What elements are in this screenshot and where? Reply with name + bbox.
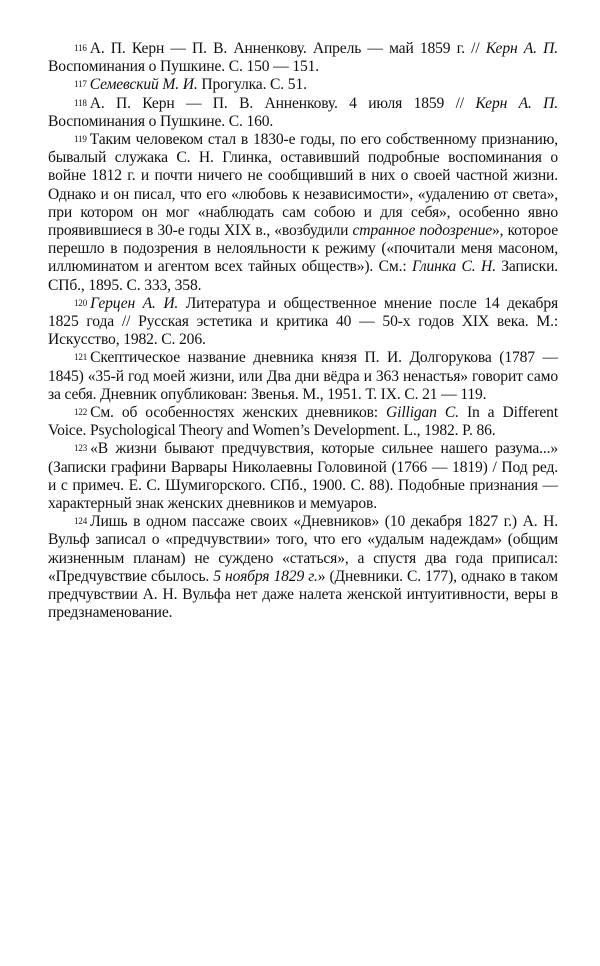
footnote-117 [48, 76, 558, 94]
footnote-text: Воспоминания о Пушкине. С. 150 — 151. [48, 58, 320, 76]
footnote-number: 123 [74, 443, 88, 454]
footnote-author-italic: Герцен А. И. [90, 294, 179, 312]
footnote-text: Прогулка. С. 51. [197, 76, 307, 94]
footnote-author-italic: Семевский М. И. [89, 76, 198, 94]
footnotes-block [48, 40, 558, 623]
footnote-text: Записки. СПб., 1895. С. 333, 358. [48, 258, 559, 294]
footnote-121 [48, 349, 558, 404]
footnote-116 [48, 40, 558, 76]
footnote-author-italic: Глинка С. Н. [411, 258, 496, 276]
footnote-emphasis-italic: странное подозрение [352, 222, 492, 240]
footnote-text: См. об особенностях женских дневников: [90, 404, 387, 422]
footnote-number: 121 [74, 352, 88, 363]
footnote-text: «В жизни бывают предчувствия, которые сильнее нашего разума...» (Записки графини Варвары Николаевны Головиной (1766 — 1819) / Под ред. и с примеч. Е. С. Шумигорского. СПб., 1900. С. 88). Подобные признания — характерный знак женских дневников и мемуаров. [48, 440, 558, 513]
footnote-author-italic: Gilligan C. [386, 404, 459, 422]
footnote-text: In a Different Voice. Psychological Theory and Women’s Development. L., 1982. P. 86. [48, 404, 559, 440]
footnote-number: 119 [74, 134, 87, 145]
footnote-text: Воспоминания о Пушкине. С. 160. [48, 112, 274, 130]
footnote-124 [48, 513, 558, 622]
footnote-number: 117 [74, 79, 87, 90]
footnote-text: Скептическое название дневника князя П. И. Долгорукова (1787 — 1845) «35-й год моей жизни, или Два дни вёдра и 363 ненастья» говорит само за себя. Дневник опубликован: Звенья. М., 1951. Т. IX. С. 21 — 119. [48, 349, 558, 403]
footnote-text: А. П. Керн — П. В. Анненкову. Апрель — май 1859 г. // [89, 40, 486, 57]
footnote-text: Таким человеком стал в 1830-е годы, по его собственному признанию, бывалый служака С. Н. Глинка, оставивший подробные воспоминания о войне 1812 г. и почти ничего не сообщивший в них о своей частной жизни. Однако и он писал, что его «любовь к независимости», «удалению от света», при котором он мог «наблюдать сам собою и для себя», особенно явно проявившиеся в 30-е годы XIX в., «возбудили [48, 131, 558, 240]
footnote-number: 116 [74, 43, 87, 53]
footnote-number: 122 [74, 407, 88, 418]
footnote-text: » (Дневники. С. 177), однако в таком предчувствии А. Н. Вульфа нет даже налета женской интуитивности, веры в предзнаменование. [48, 567, 558, 622]
footnote-author-italic: Керн А. П. [485, 40, 558, 57]
footnote-date-italic: 5 ноября 1829 г. [213, 567, 318, 585]
footnote-number: 120 [74, 297, 88, 308]
footnote-text: А. П. Керн — П. В. Анненкову. 4 июля 1859 // [89, 94, 476, 112]
footnote-119 [48, 131, 558, 295]
footnote-text: Лишь в одном пассаже своих «Дневников» (10 декабря 1827 г.) А. Н. Вульф записал о «предчувствии» того, что его «удалым надеждам» (общим жизненным планам) не суждено «статься», а спустя два года приписал: «Предчувствие сбылось. [48, 513, 558, 585]
footnote-number: 118 [74, 97, 87, 108]
footnote-text: », которое перешло в подозрения в нелояльности к режиму («почитали меня масоном, иллюминатом и агентом всех тайных обществ»). См.: [48, 222, 558, 276]
footnote-122 [48, 404, 558, 440]
footnote-123 [48, 440, 558, 513]
footnote-number: 124 [74, 516, 88, 527]
footnote-118 [48, 95, 558, 131]
footnote-text: Литература и общественное мнение после 14 декабря 1825 года // Русская эстетика и критика 40 — 50-х годов XIX века. М.: Искусство, 1982. С. 206. [48, 294, 558, 349]
footnote-120 [48, 295, 558, 350]
footnote-author-italic: Керн А. П. [475, 94, 558, 112]
